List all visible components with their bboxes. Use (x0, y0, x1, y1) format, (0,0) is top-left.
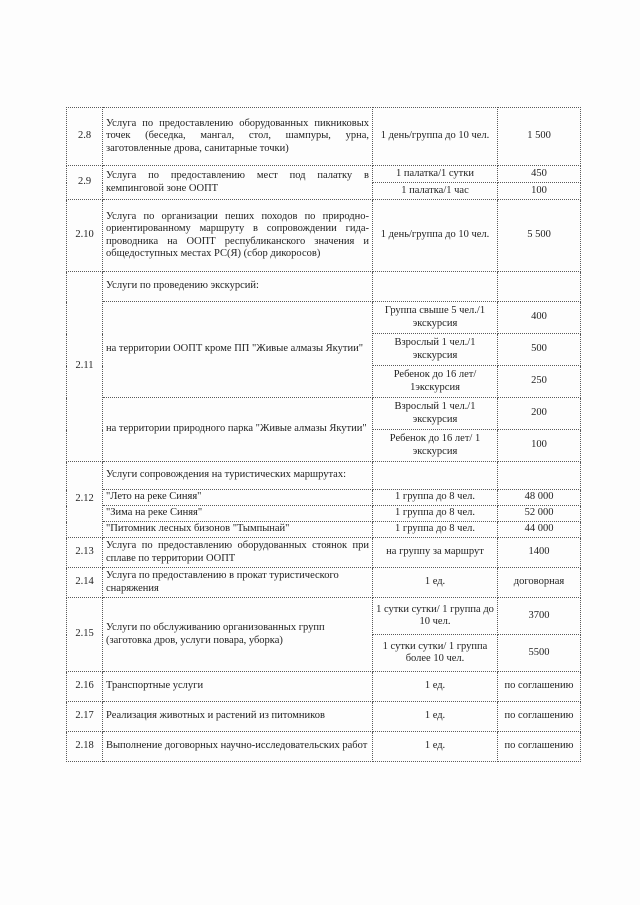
section-heading: Услуги сопровождения на туристических маршрутах: (103, 462, 373, 490)
row-number: 2.11 (67, 272, 103, 462)
table-row (67, 732, 581, 762)
price-cell: 1400 (498, 538, 581, 568)
table-row (67, 702, 581, 732)
price-cell: 5 500 (498, 200, 581, 272)
row-number: 2.8 (67, 108, 103, 166)
row-number: 2.18 (67, 732, 103, 762)
table-row (67, 272, 581, 302)
price-table (66, 107, 581, 762)
price-cell: 100 (498, 183, 581, 200)
price-cell: договорная (498, 568, 581, 598)
price-cell: 1 500 (498, 108, 581, 166)
unit-cell: на группу за маршрут (373, 538, 498, 568)
table-row (67, 538, 581, 568)
unit-cell: 1 ед. (373, 568, 498, 598)
price-cell: 5500 (498, 635, 581, 672)
price-cell: 100 (498, 430, 581, 462)
route-name: "Лето на реке Синяя" (103, 490, 373, 506)
unit-cell: Ребенок до 16 лет/ 1 экскурсия (373, 430, 498, 462)
row-number: 2.12 (67, 462, 103, 538)
table-row (67, 302, 581, 334)
unit-cell: Ребенок до 16 лет/ 1экскурсия (373, 366, 498, 398)
section-heading: Услуги по проведению экскурсий: (103, 272, 373, 302)
price-cell: по соглашению (498, 702, 581, 732)
service-name: Услуга по предоставлению оборудованных пикниковых точек (беседка, мангал, стол, шампуры, урна, заготовленные дрова, санитарные точки) (103, 108, 373, 166)
price-cell: 250 (498, 366, 581, 398)
table-row (67, 672, 581, 702)
price-cell: по соглашению (498, 672, 581, 702)
row-number: 2.15 (67, 598, 103, 672)
unit-cell: 1 сутки сутки/ 1 группа до 10 чел. (373, 598, 498, 635)
price-cell: 200 (498, 398, 581, 430)
table-row (67, 506, 581, 522)
price-cell: 400 (498, 302, 581, 334)
unit-cell: 1 ед. (373, 672, 498, 702)
route-name: "Зима на реке Синяя" (103, 506, 373, 522)
row-number: 2.10 (67, 200, 103, 272)
unit-cell: 1 сутки сутки/ 1 группа более 10 чел. (373, 635, 498, 672)
table-row (67, 166, 581, 183)
route-name: "Питомник лесных бизонов "Тымпынай" (103, 522, 373, 538)
table-row (67, 398, 581, 430)
unit-cell: Группа свыше 5 чел./1 экскурсия (373, 302, 498, 334)
price-cell: 48 000 (498, 490, 581, 506)
price-cell: по соглашению (498, 732, 581, 762)
price-cell: 500 (498, 334, 581, 366)
price-cell: 44 000 (498, 522, 581, 538)
empty-cell (498, 272, 581, 302)
empty-cell (373, 462, 498, 490)
price-cell: 52 000 (498, 506, 581, 522)
service-name: Услуга по организации пеших походов по природно-ориентированному маршруту в сопровождении гида-проводника на ООПТ республиканского значения и общедоступных местах РС(Я) (сбор дикоросов) (103, 200, 373, 272)
service-name: Услуга по предоставлению оборудованных стоянок при сплаве по территории ООПТ (103, 538, 373, 568)
service-name: Выполнение договорных научно-исследовательских работ (103, 732, 373, 762)
table-row (67, 598, 581, 635)
unit-cell: 1 ед. (373, 702, 498, 732)
service-name: Реализация животных и растений из питомников (103, 702, 373, 732)
unit-cell: 1 палатка/1 час (373, 183, 498, 200)
subsection-label: на территории природного парка "Живые алмазы Якутии" (103, 398, 373, 462)
price-cell: 450 (498, 166, 581, 183)
unit-cell: 1 группа до 8 чел. (373, 506, 498, 522)
row-number: 2.16 (67, 672, 103, 702)
table-row (67, 108, 581, 166)
unit-cell: 1 палатка/1 сутки (373, 166, 498, 183)
service-name: Услуги по обслуживанию организованных групп (заготовка дров, услуги повара, уборка) (103, 598, 373, 672)
unit-cell: 1 день/группа до 10 чел. (373, 200, 498, 272)
table-row (67, 200, 581, 272)
row-number: 2.14 (67, 568, 103, 598)
service-name: Услуга по предоставлению в прокат туристического снаряжения (103, 568, 373, 598)
table-row (67, 462, 581, 490)
unit-cell: 1 группа до 8 чел. (373, 490, 498, 506)
row-number: 2.13 (67, 538, 103, 568)
unit-cell: 1 ед. (373, 732, 498, 762)
table-row (67, 490, 581, 506)
unit-cell: 1 день/группа до 10 чел. (373, 108, 498, 166)
table-row (67, 568, 581, 598)
empty-cell (498, 462, 581, 490)
price-cell: 3700 (498, 598, 581, 635)
subsection-label: на территории ООПТ кроме ПП "Живые алмазы Якутии" (103, 302, 373, 398)
unit-cell: Взрослый 1 чел./1 экскурсия (373, 398, 498, 430)
service-name: Услуга по предоставлению мест под палатку в кемпинговой зоне ООПТ (103, 166, 373, 200)
service-name: Транспортные услуги (103, 672, 373, 702)
row-number: 2.17 (67, 702, 103, 732)
empty-cell (373, 272, 498, 302)
unit-cell: 1 группа до 8 чел. (373, 522, 498, 538)
row-number: 2.9 (67, 166, 103, 200)
unit-cell: Взрослый 1 чел./1 экскурсия (373, 334, 498, 366)
table-row (67, 522, 581, 538)
